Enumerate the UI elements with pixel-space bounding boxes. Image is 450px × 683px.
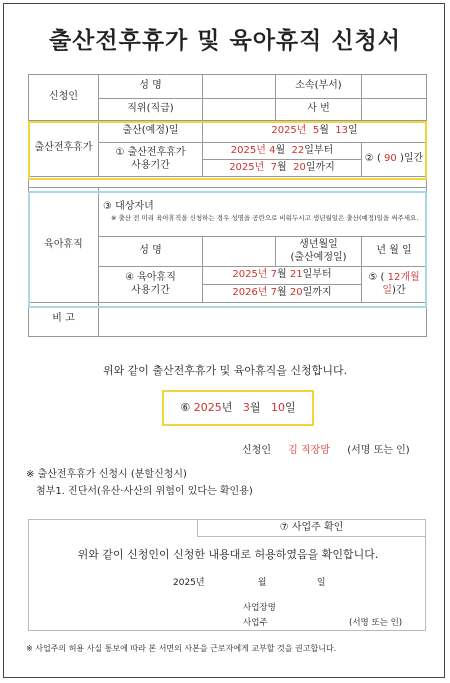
owner-sign-hint: (서명 또는 인) bbox=[349, 618, 403, 628]
attachment-notes bbox=[26, 466, 253, 500]
childcare-months[interactable]: ⑤ ( 12개월 일)간 bbox=[362, 267, 427, 303]
maternity-start-date[interactable]: 2025년 4월 22일부터 bbox=[203, 143, 362, 160]
employer-section-title: ⑦ 사업주 확인 bbox=[197, 520, 425, 537]
employer-confirmation-box bbox=[28, 519, 426, 631]
applicant-section-label: 신청인 bbox=[29, 75, 99, 121]
maternity-section-label: 출산전후휴가 bbox=[29, 121, 99, 177]
application-statement: 위와 같이 출산전후휴가 및 육아휴직을 신청합니다. bbox=[102, 364, 348, 377]
childcare-section-label: 육아휴직 bbox=[29, 188, 99, 303]
dept-field[interactable] bbox=[362, 75, 427, 99]
child-birth-label: 생년월일 (출산예정일) bbox=[276, 237, 362, 267]
business-name-label: 사업장명 bbox=[243, 603, 276, 613]
target-child-row bbox=[99, 188, 427, 237]
child-name-label: 성 명 bbox=[99, 237, 203, 267]
target-child-note: ※ 출산 전 미리 육아휴직을 신청하는 경우 성명을 공란으로 비워두시고 생년월일은 출산(예정)일을 써주세요. bbox=[111, 213, 419, 222]
maternity-period-label: ① 출산전후휴가 사용기간 bbox=[99, 143, 203, 177]
maternity-end-date[interactable]: 2025년 7월 20일까지 bbox=[203, 160, 362, 177]
birth-date-field[interactable]: 2025년 5월 13일 bbox=[203, 121, 427, 143]
note-line-1: ※ 출산전후휴가 신청시 (분할신청시) bbox=[26, 469, 187, 480]
employer-date-line[interactable]: 2025년 월 일 bbox=[173, 578, 326, 588]
name-field[interactable] bbox=[203, 75, 276, 99]
application-date-box[interactable]: ⑥ 2025년 3월 10일 bbox=[162, 390, 314, 426]
remarks-label: 비 고 bbox=[29, 303, 99, 337]
remarks-field[interactable] bbox=[99, 303, 427, 337]
note-line-2: 첨부1. 진단서(유산·사산의 위험이 있다는 확인용) bbox=[36, 486, 253, 497]
dept-label: 소속(부서) bbox=[276, 75, 362, 99]
maternity-days[interactable]: ② ( 90 )일간 bbox=[362, 143, 427, 177]
footer-note: ※ 사업주의 허용 사실 통보에 따라 본 서면의 사본을 근로자에게 교부할 것을 권고합니다. bbox=[26, 644, 337, 653]
childcare-period-label: ④ 육아휴직 사용기간 bbox=[99, 267, 203, 303]
childcare-start-date[interactable]: 2025년 7월 21일부터 bbox=[203, 267, 362, 285]
target-child-label: ③ 대상자녀 bbox=[103, 201, 154, 213]
childcare-end-date[interactable]: 2026년 7월 20일까지 bbox=[203, 285, 362, 303]
birth-date-label: 출산(예정)일 bbox=[99, 121, 203, 143]
employee-no-field[interactable] bbox=[362, 99, 427, 121]
employer-confirm-text: 위와 같이 신청인이 신청한 내용대로 허용하였음을 확인합니다. bbox=[77, 548, 379, 561]
applicant-sign-hint: (서명 또는 인) bbox=[347, 445, 410, 456]
applicant-label: 신청인 bbox=[242, 445, 271, 456]
application-table bbox=[28, 74, 427, 337]
applicant-name[interactable]: 김 직장맘 bbox=[288, 445, 330, 456]
owner-label: 사업주 bbox=[243, 618, 268, 628]
spacer-row bbox=[29, 177, 427, 188]
name-label: 성 명 bbox=[99, 75, 203, 99]
applicant-signature-line bbox=[242, 441, 424, 456]
child-birth-field[interactable]: 년 월 일 bbox=[362, 237, 427, 267]
employee-no-label: 사 번 bbox=[276, 99, 362, 121]
form-title: 출산전후휴가 및 육아휴직 신청서 bbox=[48, 28, 402, 54]
position-label: 직위(직급) bbox=[99, 99, 203, 121]
child-name-field[interactable] bbox=[203, 237, 276, 267]
position-field[interactable] bbox=[203, 99, 276, 121]
